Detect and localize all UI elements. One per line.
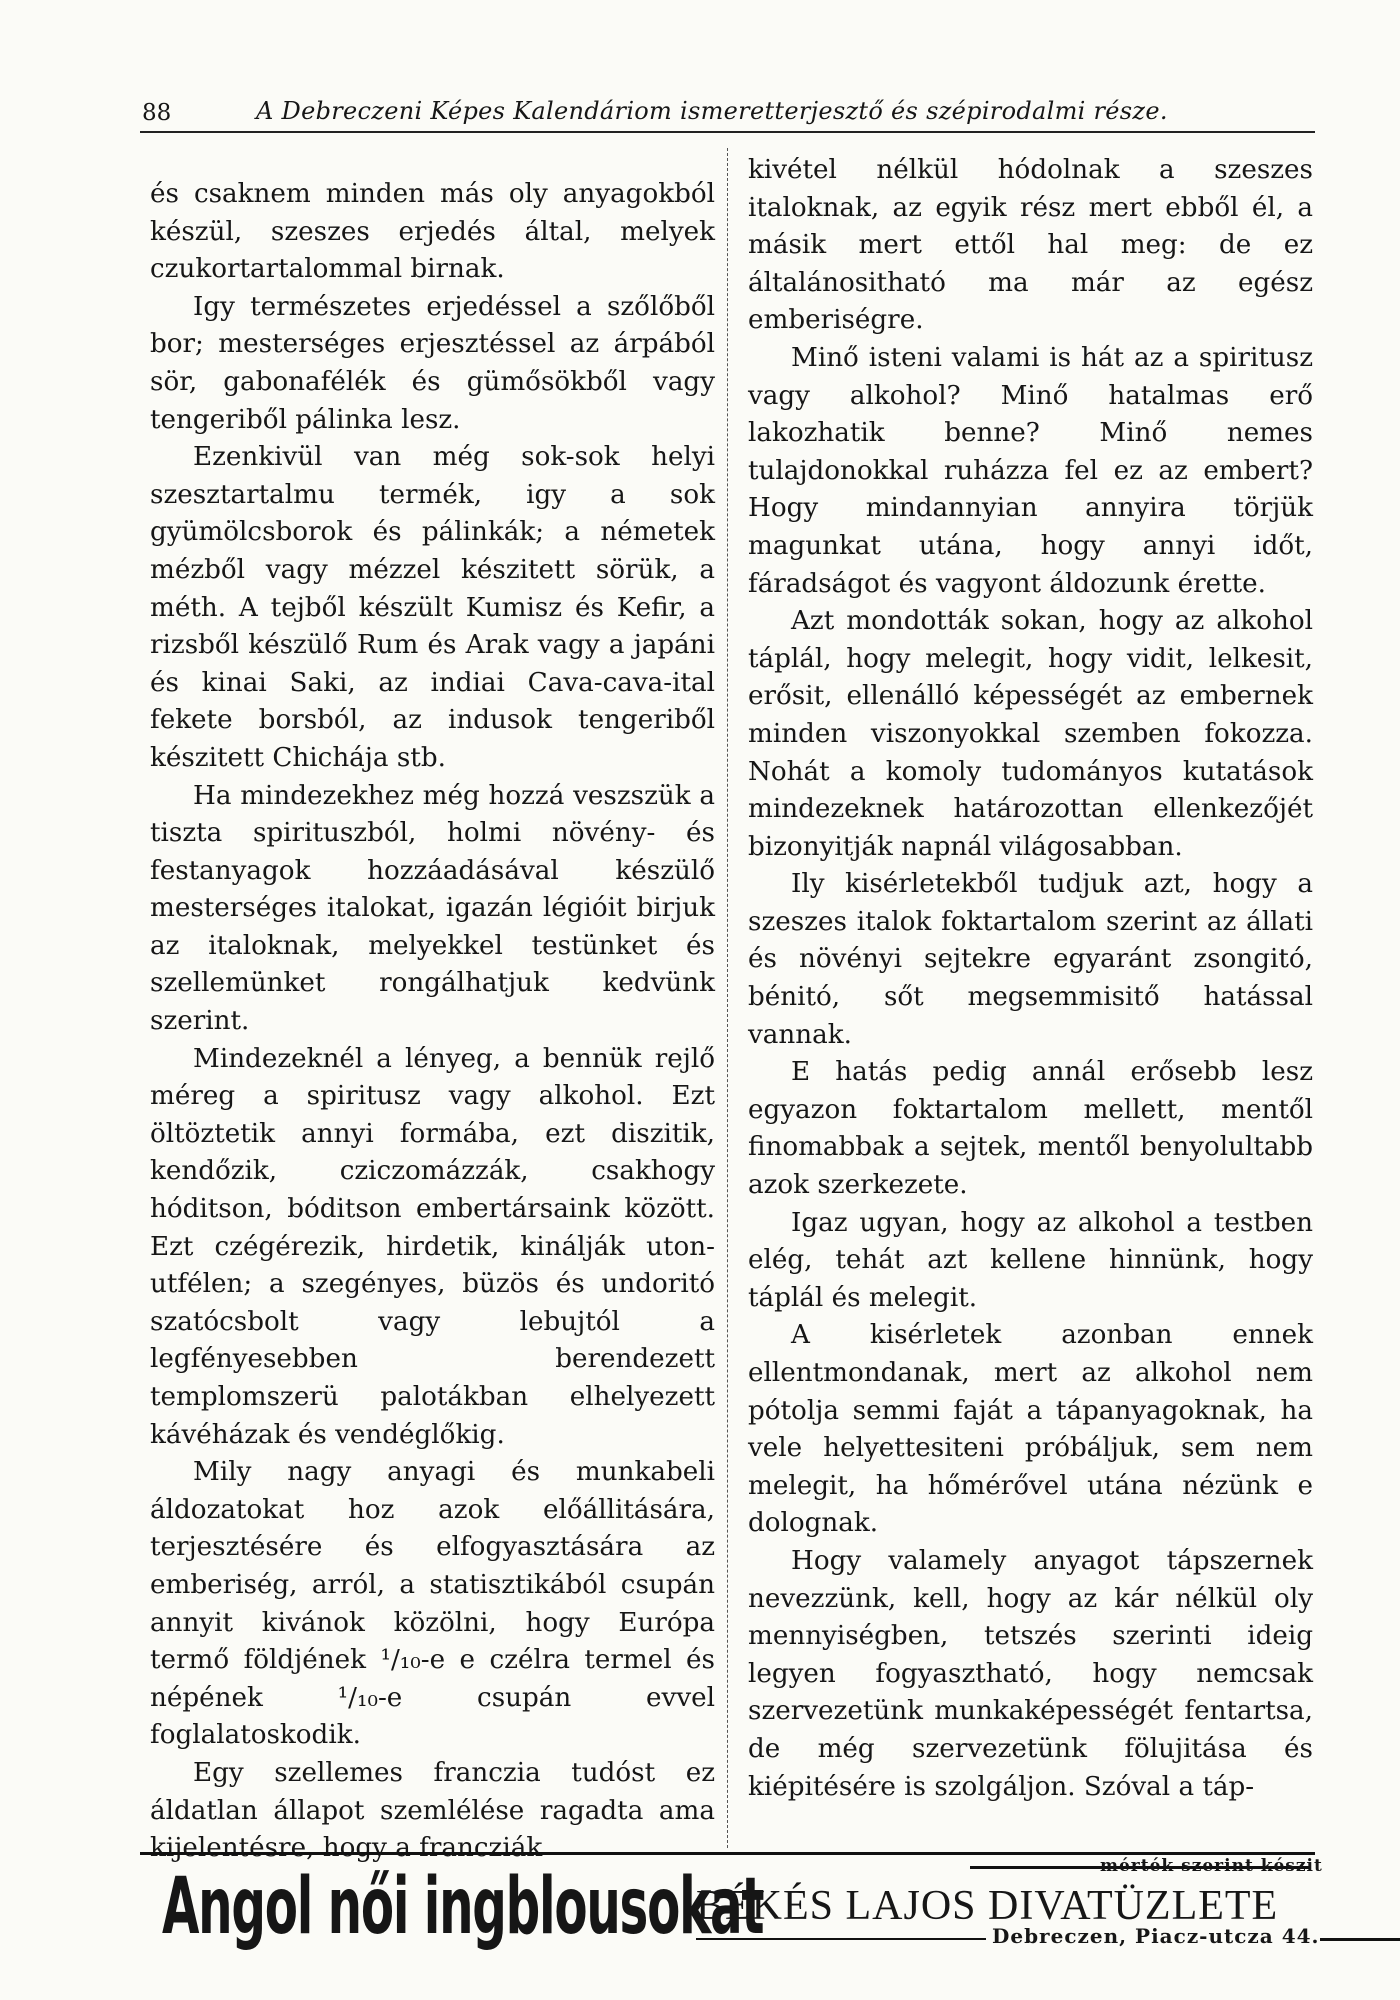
paragraph: E hatás pedig annál erősebb lesz egyazon foktartalom mellett, mentől finomabbak a sejtek, mentől benyolultabb azok szerkezete. (748, 1057, 1313, 1201)
right-column (748, 152, 1313, 1806)
running-title: A Debreczeni Képes Kalendáriom ismeretterjesztő és szépirodalmi része. (256, 97, 1168, 125)
column-divider (727, 148, 728, 1848)
advertisement-rule (140, 1852, 1315, 1855)
paragraph: A kisérletek azonban ennek ellentmondanak, mert az alkohol nem pótolja semmi faját a tápanyagoknak, ha vele helyettesiteni próbáljuk, sem nem melegit, ha hőmérővel utána nézünk e dolognak. (748, 1320, 1313, 1539)
paragraph: Hogy valamely anyagot tápszernek nevezzünk, kell, hogy az kár nélkül oly mennyiségben, tetszés szerinti ideig legyen fogyasztható, hogy nemcsak szervezetünk munkaképességét fentartsa, de még szervezetünk fölujitása és kiépitésére is szolgáljon. Szóval a táp- (748, 1545, 1313, 1802)
ad-tagline: mérték szerint készit (1100, 1856, 1323, 1876)
paragraph: Igy természetes erjedéssel a szőlőből bor; mesterséges erjesztéssel az árpából sör, gabonafélék és gümősökből vagy tengeriből pálinka lesz. (150, 291, 715, 435)
left-column (150, 176, 715, 1868)
paragraph: kivétel nélkül hódolnak a szeszes italoknak, az egyik rész mert ebből él, a másik mert ettől hal meg: de ez általánositható ma már az egész emberiségre. (748, 155, 1313, 336)
ad-headline: Angol női ingblousokat (162, 1862, 764, 1952)
paragraph: Ily kisérletekből tudjuk azt, hogy a szeszes italok foktartalom szerint az állati és növényi sejtekre egyaránt zsongitó, bénitó, sőt megsemmisitő hatással vannak. (748, 869, 1313, 1050)
ad-ornament-rule (1320, 1938, 1400, 1941)
page-number: 88 (142, 100, 172, 126)
ad-address: Debreczen, Piacz-utcza 44. (992, 1924, 1320, 1948)
paragraph: Mindezeknél a lényeg, a bennük rejlő méreg a spiritusz vagy alkohol. Ezt öltöztetik annyi formába, ezt diszitik, kendőzik, cziczomázzák, csakhogy hóditson, bóditson embertársaink között. Ezt czégérezik, hirdetik, kinálják uton-utfélen; a szegényes, büzös és undoritó szatócsbolt vagy lebujtól a legfényesebben berendezett templomszerü palotákban elhelyezett kávéházak és vendéglőkig. (150, 1043, 715, 1450)
paragraph: Igaz ugyan, hogy az alkohol a testben elég, tehát azt kellene hinnünk, hogy táplál és melegit. (748, 1207, 1313, 1313)
ad-ornament-rule (696, 1938, 986, 1940)
paragraph: Mily nagy anyagi és munkabeli áldozatokat hoz azok előállitására, terjesztésére és elfogyasztására az emberiség, arról, a statisztikából csupán annyit kivánok közölni, hogy Európa termő földjének ¹/₁₀-e e czélra termel és népének ¹/₁₀-e csupán evvel foglalatoskodik. (150, 1457, 715, 1751)
paragraph: és csaknem minden más oly anyagokból készül, szeszes erjedés által, melyek czukortartalommal birnak. (150, 179, 715, 285)
paragraph: Egy szellemes franczia tudóst ez áldatlan állapot szemlélése ragadta ama kijelentésre, hogy a francziák (150, 1757, 715, 1864)
paragraph: Minő isteni valami is hát az a spiritusz vagy alkohol? Minő hatalmas erő lakozhatik benne? Minő nemes tulajdonokkal ruházza fel ez az embert? Hogy mindannyian annyira törjük magunkat utána, hogy annyi időt, fáradságot és vagyont áldozunk érette. (748, 342, 1313, 599)
advertisement (140, 1856, 1323, 1974)
header-rule (140, 131, 1315, 133)
paragraph: Azt mondották sokan, hogy az alkohol táplál, hogy melegit, hogy vidit, lelkesit, erősit, ellenálló képességét az embernek minden viszonyokkal szemben fokozza. Nohát a komoly tudományos kutatások mindezeknek határozottan ellenkezőjét bizonyitják napnál világosabban. (748, 606, 1313, 862)
paragraph: Ezenkivül van még sok-sok helyi szesztartalmu termék, igy a sok gyümölcsborok és pálinkák; a németek mézből vagy mézzel készitett sörük, a méth. A tejből készült Kumisz és Kefir, a rizsből készülő Rum és Arak vagy a japáni és kinai Saki, az indiai Cava-cava-ital fekete borsból, az indusok tengeriből készitett Chichája stb. (150, 442, 715, 773)
paragraph: Ha mindezekhez még hozzá veszszük a tiszta spirituszból, holmi növény- és festanyagok hozzáadásával készülő mesterséges italokat, igazán légióit birjuk az italoknak, melyekkel testünket és szellemünket rongálhatjuk kedvünk szerint. (150, 780, 715, 1037)
ad-shop-name: BÉKÉS LAJOS DIVATÜZLETE (696, 1883, 1279, 1929)
